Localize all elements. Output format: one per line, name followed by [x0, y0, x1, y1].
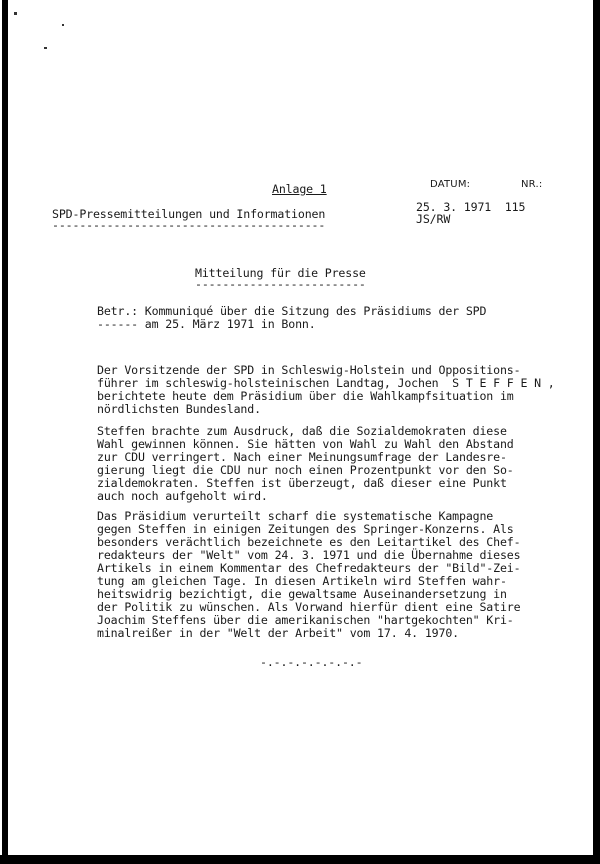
text-line: redakteurs der "Welt" vom 24. 3. 1971 und die Übernahme dieses [97, 548, 521, 562]
text-line: gierung liegt die CDU nur noch einen Prozentpunkt vor den So- [97, 463, 514, 477]
header-rule: ---------------------------------------- [52, 218, 326, 232]
organization-header: SPD-Pressemitteilungen und Informationen [52, 207, 326, 221]
text-line: berichtete heute dem Präsidium über die Wahlkampfsituation im [97, 389, 514, 403]
text-line: führer im schleswig-holsteinischen Landtag, Jochen S T E F F E N , [97, 376, 555, 390]
text-line: minalreißer in der "Welt der Arbeit" vom 17. 4. 1970. [97, 626, 459, 640]
nr-label: NR.: [521, 179, 543, 190]
text-line: zialdemokraten. Steffen ist überzeugt, daß dieser eine Punkt [97, 476, 507, 490]
text-line: besonders verächtlich bezeichnete es den Leitartikel des Chef- [97, 535, 521, 549]
subject-line: Betr.: Kommuniqué über die Sitzung des Präsidiums der SPD [97, 304, 487, 318]
closing-rule: -.-.-.-.-.-.-.- [260, 655, 363, 669]
text-line: Joachim Steffens über die amerikanischen "hartgekochten" Kri- [97, 613, 514, 627]
title-rule: ------------------------- [195, 277, 366, 291]
initials: JS/RW [416, 212, 451, 226]
scan-border-left [2, 0, 8, 864]
scan-speck [14, 12, 17, 15]
text-line: zur CDU verringert. Nach einer Meinungsumfrage der Landesre- [97, 450, 507, 464]
text-line: nördlichsten Bundesland. [97, 402, 261, 416]
text-line: der Politik zu wünschen. Als Vorwand hierfür dient eine Satire [97, 600, 521, 614]
text-line: tung am gleichen Tage. In diesen Artikeln wird Steffen wahr- [97, 574, 507, 588]
text-line: Das Präsidium verurteilt scharf die systematische Kampagne [97, 509, 494, 523]
scan-border-bottom [0, 855, 600, 864]
text-line: heitswidrig bezichtigt, die gewaltsame Auseinandersetzung in [97, 587, 507, 601]
page-title: Mitteilung für die Presse [195, 266, 366, 280]
text-line: Der Vorsitzende der SPD in Schleswig-Holstein und Oppositions- [97, 363, 521, 377]
text-line: Wahl gewinnen können. Sie hätten von Wahl zu Wahl den Abstand [97, 437, 514, 451]
scan-border-right [593, 0, 600, 864]
text-line: auch noch aufgeholt wird. [97, 489, 268, 503]
text-line: Artikels in einem Kommentar des Chefredakteurs der "Bild"-Zei- [97, 561, 521, 575]
scan-speck [44, 47, 47, 49]
subject-line: ------ am 25. März 1971 in Bonn. [97, 317, 316, 331]
datum-label: DATUM: [430, 179, 471, 190]
text-line: gegen Steffen in einigen Zeitungen des Springer-Konzerns. Als [97, 522, 514, 536]
scan-speck [62, 24, 64, 26]
anlage-label: Anlage 1 [272, 182, 327, 196]
text-line: Steffen brachte zum Ausdruck, daß die Sozialdemokraten diese [97, 424, 507, 438]
date-and-number: 25. 3. 1971 115 [416, 200, 526, 214]
